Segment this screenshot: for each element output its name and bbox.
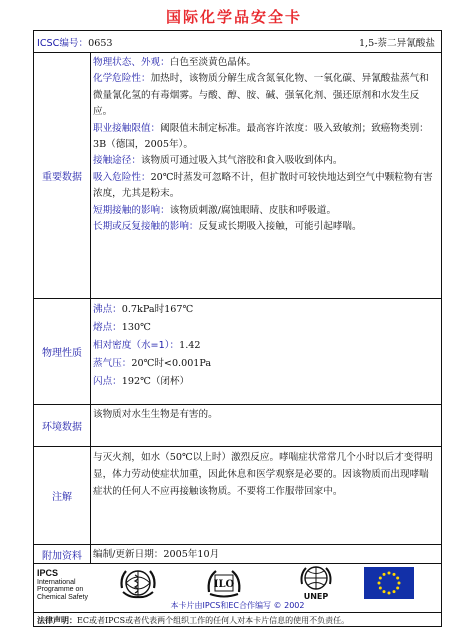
section-additional: [34, 545, 441, 564]
legal-notice: [37, 615, 349, 626]
legal-label: 法律声明：: [37, 616, 77, 625]
important-item-chemical-hazard: 化学危险性：加热时，该物质分解生成含氮氧化物、一氧化碳、异氰酸盐蒸气和微量氰化氢的有毒烟雾。与酸、醇、胺、碱、强氧化剂、强还原剂和水发生反应。: [93, 73, 429, 118]
eu-star-icon: [379, 587, 382, 590]
section-important: [34, 53, 441, 299]
important-item-inhalation: 吸入危险性：20℃时蒸发可忽略不计，但扩散时可较快地达到空气中颗粒物有害浓度，尤其是粉末。: [93, 171, 433, 200]
card-header: [34, 31, 441, 53]
eu-star-icon: [388, 572, 391, 575]
important-item-long-term: 长期或反复接触的影响：反复或长期吸入接触，可能引起哮喘。: [93, 221, 362, 233]
physical-content: [91, 299, 441, 391]
eu-star-icon: [383, 573, 386, 576]
physical-item-vapor-pressure: 蒸气压：20℃时<0.001Pa: [93, 358, 212, 369]
logo-row: [34, 564, 441, 613]
section-label-environment: 环境数据: [34, 405, 91, 446]
eu-star-icon: [378, 582, 381, 585]
important-item-exposure-limits: 职业接触限值：阈限值未制定标准。最高容许浓度：吸入致敏剂；致癌物类别：3B（德国，2005年）。: [93, 122, 429, 151]
physical-item-density: 相对密度（水=1）：1.42: [93, 340, 201, 351]
additional-text: 编制/更新日期：2005年10月: [93, 549, 220, 560]
who-emblem-icon: [118, 566, 158, 600]
important-content: [91, 53, 441, 235]
eu-flag-icon: [364, 567, 414, 599]
eu-star-icon: [398, 582, 401, 585]
eu-star-icon: [379, 577, 382, 580]
important-item-routes: 接触途径：该物质可通过吸入其气溶胶和食入吸收到体内。: [93, 155, 343, 167]
eu-star-icon: [388, 592, 391, 595]
physical-item-boiling: 沸点：0.7kPa时167℃: [93, 304, 194, 315]
section-label-additional: 附加资料: [34, 545, 91, 563]
eu-star-icon: [393, 573, 396, 576]
legal-text: EC或者IPCS或者代表两个组织工作的任何人对本卡片信息的使用不负责任。: [77, 616, 350, 625]
physical-item-flash-point: 闪点：192℃（闭杯）: [93, 376, 190, 387]
section-label-physical: 物理性质: [34, 299, 91, 404]
icsc-label: ICSC编号：: [37, 38, 89, 49]
unep-text: UNEP: [303, 592, 329, 601]
ipcs-logo-text: IPCS International Programme on Chemical Safety: [37, 568, 88, 601]
environment-text: 该物质对水生生物是有害的。: [93, 409, 218, 420]
eu-star-icon: [393, 590, 396, 593]
icsc-number: 0653: [88, 38, 113, 49]
icsc-card: [33, 30, 442, 627]
ilo-emblem-icon: [204, 566, 244, 600]
ilo-text: ILO: [213, 579, 235, 590]
substance-name: 1,5-萘二异氰酸盐: [358, 38, 435, 49]
page-title: 国际化学品安全卡: [165, 8, 302, 26]
physical-item-melting: 熔点：130℃: [93, 322, 151, 333]
unep-emblem-icon: [296, 564, 336, 602]
section-notes: [34, 447, 441, 545]
section-label-notes: 注解: [34, 447, 91, 544]
eu-star-icon: [396, 577, 399, 580]
credit-text: 本卡片由IPCS和EC合作编写 © 2002: [170, 601, 305, 610]
important-item-short-term: 短期接触的影响：该物质刺激/腐蚀眼睛、皮肤和呼吸道。: [93, 204, 337, 216]
eu-star-icon: [383, 590, 386, 593]
eu-star-icon: [396, 587, 399, 590]
section-environment: [34, 405, 441, 447]
important-item-appearance: 物理状态、外观：白色至淡黄色晶体。: [93, 57, 257, 68]
section-label-important: 重要数据: [34, 53, 91, 298]
section-physical: [34, 299, 441, 405]
notes-text: 与灭火剂，如水（50℃以上时）激烈反应。哮喘症状常常几个小时以后才变得明显，体力劳动使症状加重，因此休息和医学观察是必要的。因该物质而出现哮喘症状的任何人不应再接触该物质。不要将工作服带回家中。: [93, 452, 433, 497]
